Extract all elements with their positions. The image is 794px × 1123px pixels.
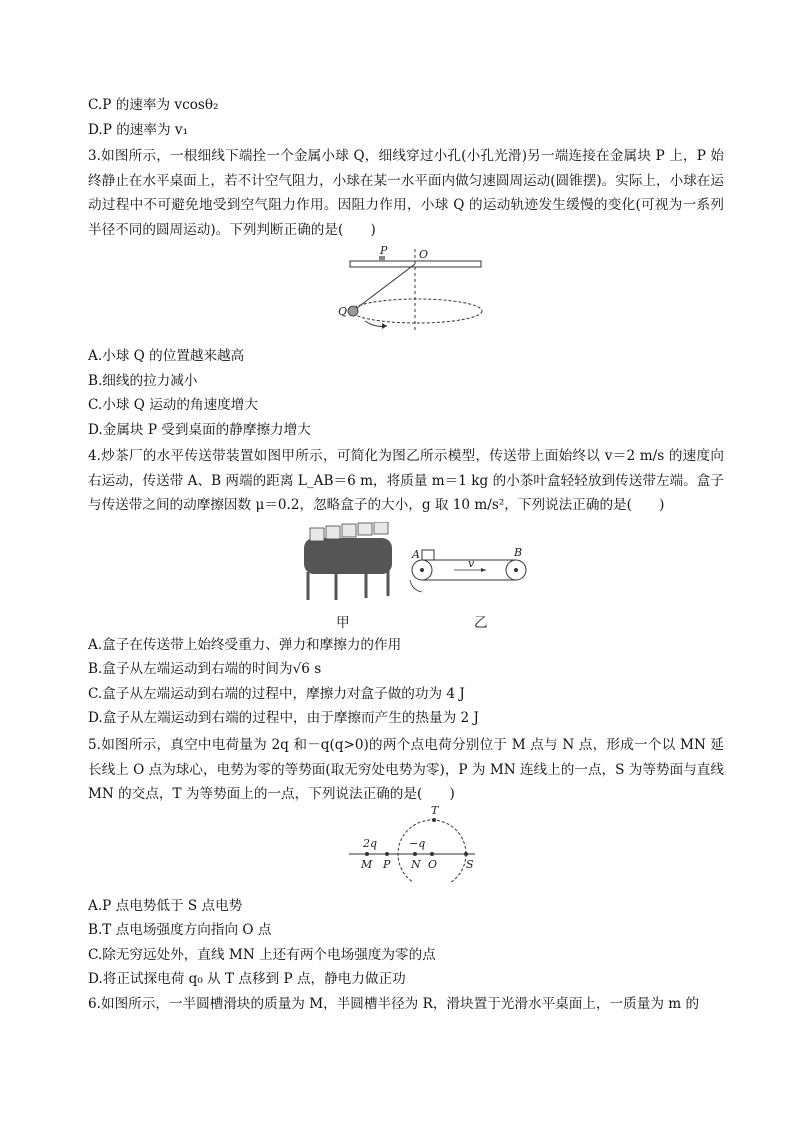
option-d-q5: D.将正试探电荷 q₀ 从 T 点移到 P 点，静电力做正功 <box>88 971 406 987</box>
label-s: S <box>466 858 474 871</box>
option-a-q4: A.盒子在传送带上始终受重力、弹力和摩擦力的作用 <box>88 637 402 653</box>
option-a-q3: A.小球 Q 的位置越来越高 <box>88 348 245 364</box>
point-n <box>413 852 417 856</box>
label-b: B <box>514 546 523 559</box>
figure-conveyor-photo <box>296 522 392 600</box>
label-m: M <box>361 858 373 871</box>
motion-arrowhead <box>382 323 387 329</box>
rotation-arrow <box>410 580 422 592</box>
belt-photo <box>304 538 392 574</box>
label-n: N <box>411 858 421 871</box>
option-a-q5: A.P 点电势低于 S 点电势 <box>88 898 243 914</box>
label-a: A <box>412 548 420 561</box>
question-3 <box>72 144 724 242</box>
question-5-text: 5.如图所示，真空中电荷量为 2q 和－q(q>0)的两个点电荷分别位于 M 点与 N 点，形成一个以 MN 延长线上 O 点为球心，电势为零的等势面(取无穷处电势为零)，P 为 MN 连线上的一点，S 为等势面与直线 MN 的交点，T 为等势面上的一点，下列说法正确的是( ) <box>88 737 724 802</box>
equipotential-surface <box>398 820 466 882</box>
option-d-q4: D.盒子从左端运动到右端的过程中，由于摩擦而产生的热量为 2 J <box>88 710 479 726</box>
question-3-text: 3.如图所示，一根细线下端拴一个金属小球 Q，细线穿过小孔(小孔光滑)另一端连接在金属块 P 上，P 始终静止在水平桌面上，若不计空气阻力，小球在某一水平面内做匀速圆周运动(圆锥摆)。实际上，小球在运动过程中不可避免地受到空气阻力作用。因阻力作用，小球 Q 的运动轨迹发生缓慢的变化(可视为一系列半径不同的圆周运动)。下列判断正确的是( ) <box>88 148 724 238</box>
option-b-q5: B.T 点电场强度方向指向 O 点 <box>88 922 272 938</box>
figure-equipotential <box>345 806 495 882</box>
orbit <box>352 299 482 323</box>
question-4-text: 4.炒茶厂的水平传送带装置如图甲所示，可简化为图乙所示模型，传送带上面始终以 v＝2 m/s 的速度向右运动，传送带 A、B 两端的距离 L_AB＝6 m，将质量 m＝1 kg 的小茶叶盒轻轻放到传送带左端。盒子与传送带之间的动摩擦因数 μ＝0.2，忽略盒子的大小，g 取 10 m/s²，下列说法正确的是( ) <box>88 448 724 513</box>
caption-jia: 甲 <box>336 615 350 631</box>
ball-q <box>348 306 358 316</box>
option-c-q3: C.小球 Q 运动的角速度增大 <box>88 397 258 413</box>
question-6-text: 6.如图所示，一半圆槽滑块的质量为 M，半圆槽半径为 R，滑块置于光滑水平桌面上，一质量为 m 的 <box>88 996 700 1012</box>
question-4 <box>72 444 724 518</box>
label-q: Q <box>338 305 348 318</box>
option-d-q2: D.P 的速率为 v₁ <box>88 122 189 138</box>
label-o: O <box>428 858 438 871</box>
label-p: P <box>383 858 391 871</box>
point-p <box>385 852 389 856</box>
label-o: O <box>419 248 429 261</box>
figure-conical-pendulum <box>335 244 490 334</box>
point-o <box>430 852 434 856</box>
label-v: v <box>468 557 475 570</box>
point-s <box>464 852 468 856</box>
right-pulley-hub <box>514 568 518 572</box>
label-p: P <box>380 244 388 257</box>
option-c-q4: C.盒子从左端运动到右端的过程中，摩擦力对盒子做的功为 4 J <box>88 686 465 702</box>
box <box>422 550 434 560</box>
left-pulley-hub <box>420 568 424 572</box>
option-c-q5: C.除无穷远处外，直线 MN 上还有两个电场强度为零的点 <box>88 947 436 963</box>
point-m <box>365 852 369 856</box>
option-b-q4: B.盒子从左端运动到右端的时间为√6 s <box>88 661 322 677</box>
label-minus-q: −q <box>409 837 426 850</box>
option-d-q3: D.金属块 P 受到桌面的静摩擦力增大 <box>88 422 311 438</box>
option-b-q3: B.细线的拉力减小 <box>88 373 198 389</box>
option-c-q2: C.P 的速率为 vcosθ₂ <box>88 97 219 113</box>
question-5 <box>72 733 724 807</box>
thread <box>353 264 415 311</box>
caption-yi: 乙 <box>474 615 488 631</box>
figure-conveyor-model <box>402 540 530 600</box>
velocity-arrowhead <box>481 568 486 572</box>
label-t: T <box>431 806 439 817</box>
label-2q: 2q <box>363 837 378 850</box>
point-t <box>432 818 436 822</box>
